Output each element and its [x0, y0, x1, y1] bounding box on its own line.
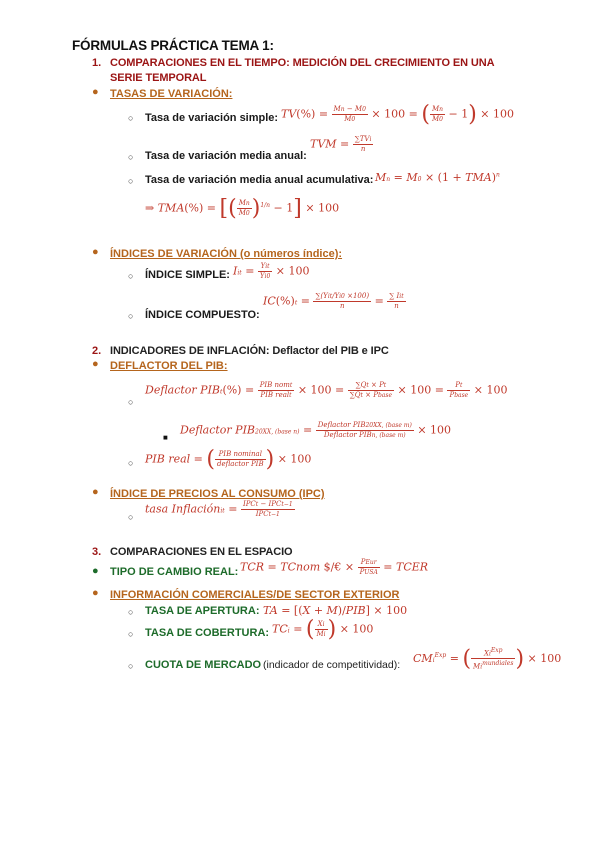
- tasas-heading: TASAS DE VARIACIÓN:: [110, 88, 233, 100]
- bullet-dot-icon: ●: [92, 358, 99, 370]
- tvm-formula: TVM = $\frac{\text{∑TVi}}{n}$: [310, 135, 372, 153]
- circle-bullet-icon: ○: [128, 458, 134, 468]
- cobertura-label: TASA DE COBERTURA:: [145, 627, 270, 639]
- indice-simple-label: ÍNDICE SIMPLE:: [145, 269, 230, 281]
- tma-formula: ⇒ TMA(%) = [( $\frac{Mn}{M0}$ )$^{1/n}$ − 1] × 100: [145, 196, 340, 221]
- cuota-note: (indicador de competitividad):: [263, 659, 401, 671]
- tasa-acum-label: Tasa de variación media anual acumulativa:: [145, 174, 374, 186]
- section-3-number: 3.: [92, 546, 102, 558]
- circle-bullet-icon: ○: [128, 271, 134, 281]
- tma-base-formula: Mn = M0 × (1 + TMA)$^n$: [375, 171, 500, 184]
- pib-real-formula: PIB real = ( $\frac{\text{PIB nominal}}{\text{deflactor PIB}}$ ) × 100: [145, 447, 312, 472]
- indices-heading: ÍNDICES DE VARIACIÓN (o números índice):: [110, 248, 343, 260]
- tcr-formula: TCR = TCnom $/€ × $\frac{\text{PEur}}{\text{PUSA}}$ = TCER: [240, 558, 429, 576]
- deflactor-formula: Deflactor PIBt(%) = $\frac{\text{PIB nomt}}{\text{PIB realt}}$ × 100 = $\frac{\sum Qt \times Pt}{\text{∑Qt × Pbase}}$ × 100 = $\frac{Pt}{\text{Pbase}}$ × 100: [145, 381, 508, 399]
- bullet-dot-icon: ●: [92, 587, 99, 599]
- square-bullet-icon: ■: [163, 433, 168, 442]
- indice-simple-formula: Iit = $\frac{\text{Yit}}{Yi0}$ × 100: [233, 262, 310, 280]
- circle-bullet-icon: ○: [128, 113, 134, 123]
- deflactor-cambio-base-formula: Deflactor PIB20XX, (base n) = $\frac{\text{Deflactor PIB20XX, (base m)}}{\text{Deflactor PIBn, (base m)}}$ × 100: [180, 421, 452, 439]
- tcr-label: TIPO DE CAMBIO REAL:: [110, 566, 239, 578]
- page-title: FÓRMULAS PRÁCTICA TEMA 1:: [72, 38, 274, 53]
- section-1-title-line2: SERIE TEMPORAL: [110, 72, 207, 84]
- section-1-title-line1: COMPARACIONES EN EL TIEMPO: MEDICIÓN DEL CRECIMIENTO EN UNA: [110, 57, 495, 69]
- cuota-formula: CMi$^{Exp}$ = ( $\frac{Xi^{Exp}}{Mi^{mundiales}}$ ) × 100: [413, 646, 562, 672]
- bullet-dot-icon: ●: [92, 86, 99, 98]
- apertura-label: TASA DE APERTURA:: [145, 605, 260, 617]
- tasa-simple-formula: TV(%) = $\frac{Mn - M0}{M0}$ × 100 = ( $\frac{Mn}{M0}$ − 1) × 100: [281, 102, 515, 127]
- circle-bullet-icon: ○: [128, 629, 134, 639]
- inflacion-formula: tasa Inflaciónit = $\frac{\text{IPCt − IPCt−1}}{\text{IPCt−1}}$: [145, 500, 293, 518]
- indice-compuesto-label: ÍNDICE COMPUESTO:: [145, 309, 260, 321]
- deflactor-heading: DEFLACTOR DEL PIB:: [110, 360, 228, 372]
- tasa-media-label: Tasa de variación media anual:: [145, 150, 307, 162]
- bullet-dot-icon: ●: [92, 486, 99, 498]
- ipc-heading: ÍNDICE DE PRECIOS AL CONSUMO (IPC): [110, 488, 325, 500]
- section-3-title: COMPARACIONES EN EL ESPACIO: [110, 546, 293, 558]
- bullet-dot-icon: ●: [92, 565, 99, 577]
- section-2-number: 2.: [92, 345, 102, 357]
- section-2-title: INDICADORES DE INFLACIÓN: Deflactor del PIB e IPC: [110, 345, 389, 357]
- bullet-dot-icon: ●: [92, 246, 99, 258]
- indice-compuesto-formula: IC(%)t = $\frac{\text{∑(Yit/Yi0 ×100)}}{n}$ = $\frac{\text{∑ Iit}}{n}$: [263, 292, 404, 310]
- apertura-formula: TA = [(X + M)/PIB] × 100: [263, 604, 408, 617]
- circle-bullet-icon: ○: [128, 512, 134, 522]
- cobertura-formula: TCi = ( $\frac{Xi}{Mi}$ ) × 100: [272, 617, 374, 642]
- circle-bullet-icon: ○: [128, 311, 134, 321]
- tasa-simple-label: Tasa de variación simple:: [145, 112, 279, 124]
- circle-bullet-icon: ○: [128, 607, 134, 617]
- section-1-number: 1.: [92, 57, 102, 69]
- circle-bullet-icon: ○: [128, 176, 134, 186]
- circle-bullet-icon: ○: [128, 661, 134, 671]
- circle-bullet-icon: ○: [128, 152, 134, 162]
- info-comercial-heading: INFORMACIÓN COMERCIALES/DE SECTOR EXTERIOR: [110, 589, 400, 601]
- circle-bullet-icon: ○: [128, 397, 134, 407]
- cuota-label: CUOTA DE MERCADO: [145, 659, 262, 671]
